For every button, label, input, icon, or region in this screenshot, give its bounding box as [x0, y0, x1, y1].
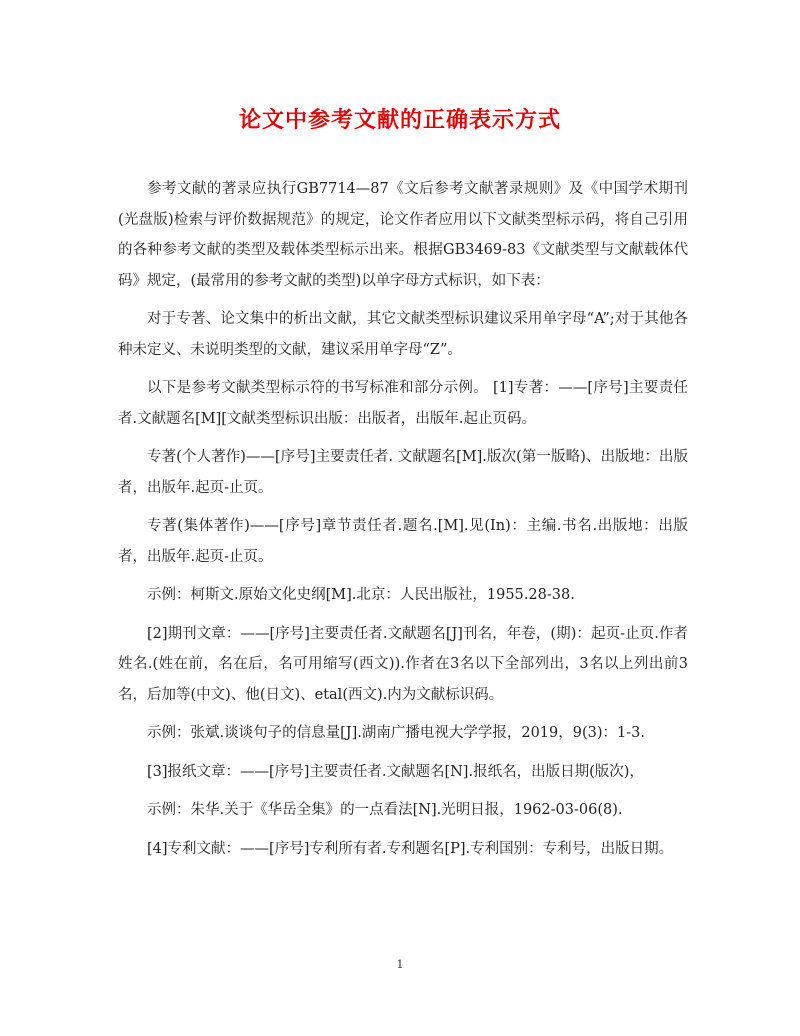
paragraph-journal: [2]期刊文章：——[序号]主要责任者.文献题名[J]刊名，年卷，(期)：起页-止页.作者姓名.(姓在前，名在后，名可用缩写(西文)).作者在3名以下全部列出，3名以上列出前3名，后加等(中文)、他(日文)、etal(西文).内为文献标识码。 [118, 625, 688, 703]
paragraph-intro: 参考文献的著录应执行GB7714—87《文后参考文献著录规则》及《中国学术期刊(光盘版)检索与评价数据规范》的规定，论文作者应用以下文献类型标示码，将自己引用的各种参考文献的类型及载体类型标示出来。根据GB3469-83《文献类型与文献载体代码》规定，(最常用的参考文献的类型)以单字母方式标识，如下表： [118, 181, 688, 289]
page-number: 1 [396, 958, 404, 971]
paragraph-example-monograph: 示例：柯斯文.原始文化史纲[M].北京：人民出版社，1955.28-38. [147, 587, 575, 603]
document-body [118, 174, 688, 872]
page-title: 论文中参考文献的正确表示方式 [238, 107, 561, 133]
paragraph-example-newspaper: 示例：朱华.关于《华岳全集》的一点看法[N].光明日报，1962-03-06(8). [147, 802, 623, 818]
paragraph-monograph: 以下是参考文献类型标示符的书写标准和部分示例。 [1]专著：——[序号]主要责任者.文献题名[M][文献类型标识出版：出版者，出版年.起止页码。 [118, 380, 688, 427]
paragraph-type-note: 对于专著、论文集中的析出文献，其它文献类型标识建议采用单字母“A”;对于其他各种未定义、未说明类型的文献，建议采用单字母“Z”。 [118, 311, 688, 358]
paragraph-monograph-collective: 专著(集体著作)——[序号]章节责任者.题名.[M].见(In)：主编.书名.出版地：出版者，出版年.起页-止页。 [118, 518, 688, 565]
paragraph-patent: [4]专利文献：——[序号]专利所有者.专利题名[P].专利国别：专利号，出版日期。 [147, 840, 674, 857]
paragraph-newspaper: [3]报纸文章：——[序号]主要责任者.文献题名[N].报纸名，出版日期(版次)， [147, 763, 644, 780]
paragraph-monograph-individual: 专著(个人著作)——[序号]主要责任者. 文献题名[M].版次(第一版略)、出版地：出版者，出版年.起页-止页。 [118, 449, 688, 496]
paragraph-example-journal: 示例：张斌.谈谈句子的信息量[J].湖南广播电视大学学报，2019，9(3)：1-3. [147, 725, 645, 741]
